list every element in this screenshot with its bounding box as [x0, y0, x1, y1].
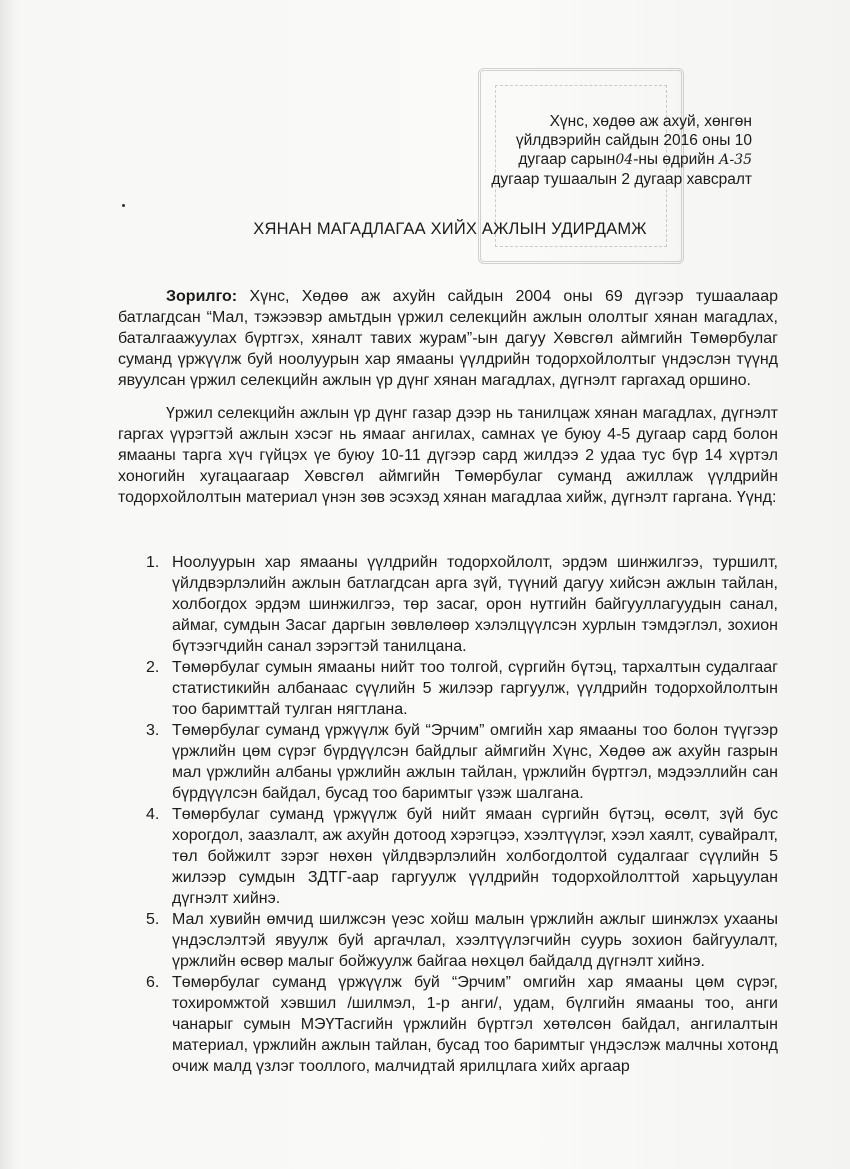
- annex-line-3-text-a: дугаар сарын: [518, 151, 616, 168]
- list-item-number: 4.: [146, 806, 160, 823]
- list-item: [146, 909, 778, 972]
- list-item: [146, 972, 778, 1077]
- list-item-number: 6.: [146, 974, 160, 991]
- purpose-paragraph: [118, 286, 778, 391]
- scan-speck: [122, 204, 125, 207]
- list-item-text: Ноолуурын хар ямааны үүлдрийн тодорхойлолт, эрдэм шинжилгээ, туршилт, үйлдвэрлэлийн ажлын батлагдсан арга зүй, түүний дагуу хийсэн ажлын тайлан, холбогдох эрдэм шинжилгээ, төр засаг, орон нутгийн байгууллагуудын санал, аймаг, сумдын Засаг даргын зөвлөлөөр хэлэлцүүлсэн хурлын тэмдэглэл, зохион бүтээгчдийн санал зэрэгтэй танилцана.: [172, 554, 778, 655]
- annex-line-3: [452, 150, 752, 170]
- list-item-text: Мал хувийн өмчид шилжсэн үеэс хойш малын үржлийн ажлыг шинжлэх ухааны үндэслэлтэй явуулж буй аргачлал, хээлтүүлэгчийн суурь зохион байгуулалт, үржлийн өсвөр малыг бойжуулж байгаа нөхцөл байдалд дүгнэлт хийнэ.: [172, 911, 778, 970]
- handwritten-order-number: А-35: [718, 152, 752, 168]
- annex-line-4: дугаар тушаалын 2 дугаар хавсралт: [491, 171, 752, 188]
- annex-line-3-text-b: -ны өдрийн: [633, 151, 715, 168]
- purpose-lead: Зорилго:: [166, 288, 238, 305]
- list-item: [146, 552, 778, 657]
- list-item-number: 3.: [146, 722, 160, 739]
- document-title: ХЯНАН МАГАДЛАГАА ХИЙХ АЖЛЫН УДИРДАМЖ: [253, 220, 647, 238]
- list-item: [146, 720, 778, 804]
- list-item-text: Төмөрбулаг суманд үржүүлж буй “Эрчим” омгийн хар ямааны тоо болон түүгээр үржлийн цөм сүрэг бүрдүүлсэн байдлыг аймгийн Хүнс, Хөдөө аж ахуйн газрын мал үржлийн албаны үржлийн ажлын тайлан, үржлийн бүртгэл, мэдээллийн сан бүрдүүлсэн байдал, бусад тоо баримтыг үзэж шалгана.: [172, 722, 778, 802]
- list-item-text: Төмөрбулаг сумын ямааны нийт тоо толгой, сүргийн бүтэц, тархалтын судалгааг статистикийн албанаас сүүлийн 5 жилээр гаргуулж, үүлдрийн тодорхойлолтын тоо баримттай тулган нягтлана.: [172, 659, 778, 718]
- annex-header: [452, 112, 752, 189]
- intro-paragraph: Үржил селекцийн ажлын үр дүнг газар дээр нь танилцаж хянан магадлах, дүгнэлт гаргах үүрэгтэй ажлын хэсэг нь ямааг ангилах, самнах үе буюу 4-5 дугаар сард болон ямааны тарга хүч гүйцэх үе буюу 10-11 дүгээр сард жилдээ 2 удаа тус бүр 14 хүртэл хоногийн хугацаагаар Хөвсгөл аймгийн Төмөрбулаг суманд ажиллаж үүлдрийн тодорхойлолтын материал үнэн зөв эсэхэд хянан магадлаа хийж, дүгнэлт гаргана. Үүнд:: [118, 405, 778, 506]
- list-item: [146, 657, 778, 720]
- list-item-text: Төмөрбулаг суманд үржүүлж буй “Эрчим” омгийн хар ямааны цөм сүрэг, тохиромжтой хэвшил /шилмэл, 1-р анги/, удам, бүлгийн ямааны тоо, анги чанарыг сумын МЭҮТасгийн үржлийн бүртгэл хөтөлсөн байдал, ангилалтын материал, үржлийн ажлын тайлан, бусад тоо баримтыг үндэслэж малчны хотонд очиж малд үзлэг тооллого, малчидтай ярилцлага хийх аргаар: [172, 974, 778, 1075]
- list-item-number: 5.: [146, 911, 160, 928]
- task-list: [146, 552, 778, 1077]
- list-item-number: 2.: [146, 659, 160, 676]
- handwritten-day: 04: [615, 152, 634, 168]
- list-item-number: 1.: [146, 554, 160, 571]
- annex-line-2: үйлдвэрийн сайдын 2016 оны 10: [515, 132, 752, 149]
- annex-line-1: Хүнс, хөдөө аж ахуй, хөнгөн: [549, 113, 752, 130]
- list-item-text: Төмөрбулаг суманд үржүүлж буй нийт ямаан сүргийн бүтэц, өсөлт, зүй бус хорогдол, заазлалт, аж ахуйн дотоод хэрэгцээ, хээлтүүлэг, хээл хаялт, сувайралт, төл бойжилт зэрэг нөхөн үйлдвэрлэлийн холбогдолтой судалгааг сүүлийн 5 жилээр сумдын ЗДТГ-аар гаргуулж үүлдрийн тодорхойлолттой харьцуулан дүгнэлт хийнэ.: [172, 806, 778, 907]
- purpose-text: Хүнс, Хөдөө аж ахуйн сайдын 2004 оны 69 дүгээр тушаалаар батлагдсан “Мал, тэжээвэр амьтдын үржил селекцийн ажлын ололтыг хянан магадлах, баталгаажуулах бүртгэх, хяналт тавих журам”-ын дагуу Хөвсгөл аймгийн Төмөрбулаг суманд үржүүлж буй ноолуурын хар ямааны үүлдрийн тодорхойлолтыг үндэслэн түүнд явуулсан үржил селекцийн ажлын үр дүнг хянан магадлах, дүгнэлт гаргахад оршино.: [118, 288, 778, 389]
- list-item: [146, 804, 778, 909]
